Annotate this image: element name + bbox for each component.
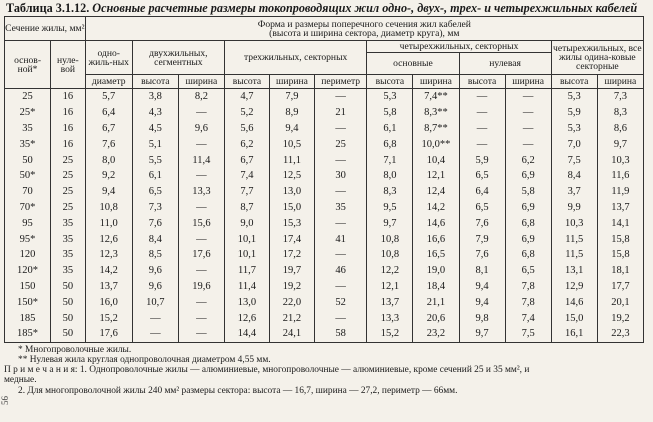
table-row <box>5 184 644 200</box>
table-cell: 15,3 <box>269 215 314 231</box>
table-cell: 6,8 <box>505 215 551 231</box>
header-two: двухжильных, сегментных <box>132 41 224 75</box>
table-cell: 11,5 <box>551 247 597 263</box>
col-height: высота <box>551 75 597 89</box>
table-cell: — <box>315 310 367 326</box>
table-cell: 13,1 <box>551 263 597 279</box>
table-row <box>5 200 644 216</box>
table-cell: 35 <box>315 200 367 216</box>
table-cell: 7,8 <box>505 279 551 295</box>
table-cell: 8,0 <box>85 152 132 168</box>
table-cell: 19,7 <box>269 263 314 279</box>
note-stranded: * Многопроволочные жилы. <box>18 344 132 355</box>
table-cell: 18,4 <box>413 279 459 295</box>
table-cell: 9,2 <box>85 168 132 184</box>
table-cell: 35 <box>5 121 51 137</box>
table-cell: 19,2 <box>269 279 314 295</box>
table-cell: 13,7 <box>367 294 413 310</box>
note-remarks-2: 2. Для многопроволочной жилы 240 мм² размеры сектора: высота — 16,7, ширина — 27,2, периметр — 66мм. <box>18 385 458 396</box>
table-cell: 9,8 <box>459 310 505 326</box>
table-cell: 14,4 <box>224 326 269 342</box>
table-cell: 4,7 <box>224 89 269 105</box>
table-cell: 9,4 <box>269 121 314 137</box>
table-title <box>6 2 644 14</box>
table-cell: 11,9 <box>597 184 643 200</box>
table-cell: 10,7 <box>132 294 178 310</box>
table-cell: 15,0 <box>551 310 597 326</box>
table-cell: 9,7 <box>597 136 643 152</box>
table-cell: 16,1 <box>551 326 597 342</box>
table-cell: 7,9 <box>269 89 314 105</box>
table-cell: — <box>178 294 224 310</box>
table-cell: 12,1 <box>413 168 459 184</box>
table-cell: 15,2 <box>85 310 132 326</box>
table-cell: 4,3 <box>132 105 178 121</box>
table-row <box>5 215 644 231</box>
table-row <box>5 168 644 184</box>
table-cell: 25 <box>51 200 86 216</box>
table-cell: — <box>178 168 224 184</box>
cable-dimensions-table <box>4 16 644 343</box>
table-cell: 19,2 <box>597 310 643 326</box>
table-cell: — <box>178 263 224 279</box>
table-row <box>5 231 644 247</box>
table-cell: — <box>315 247 367 263</box>
table-row <box>5 121 644 137</box>
table-cell: 8,5 <box>132 247 178 263</box>
table-cell: 3,7 <box>551 184 597 200</box>
table-cell: — <box>459 89 505 105</box>
table-cell: 16 <box>51 105 86 121</box>
table-cell: 12,9 <box>551 279 597 295</box>
table-cell: 11,4 <box>224 279 269 295</box>
table-cell: 18,1 <box>597 263 643 279</box>
table-cell: 9,9 <box>551 200 597 216</box>
table-row <box>5 89 644 105</box>
table-cell: 15,2 <box>367 326 413 342</box>
table-cell: 21 <box>315 105 367 121</box>
table-cell: 12,3 <box>85 247 132 263</box>
table-cell: 15,8 <box>597 247 643 263</box>
table-cell: 6,1 <box>132 168 178 184</box>
table-cell: 6,7 <box>85 121 132 137</box>
table-cell: 6,5 <box>132 184 178 200</box>
table-cell: 5,2 <box>224 105 269 121</box>
table-cell: 23,2 <box>413 326 459 342</box>
table-cell: 10,4 <box>413 152 459 168</box>
table-cell: 8,7 <box>224 200 269 216</box>
table-cell: 14,1 <box>597 215 643 231</box>
table-cell: 25 <box>51 152 86 168</box>
header-four: четырехжильных, секторных <box>367 41 551 53</box>
table-cell: 150* <box>5 294 51 310</box>
table-cell: 35 <box>51 247 86 263</box>
table-cell: 12,6 <box>85 231 132 247</box>
header-four-main: основные <box>367 53 459 75</box>
header-form-title: Форма и размеры поперечного сечения жил кабелей <box>257 18 471 30</box>
table-row <box>5 247 644 263</box>
table-cell: — <box>315 89 367 105</box>
table-cell: 7,5 <box>505 326 551 342</box>
table-cell: 12,6 <box>224 310 269 326</box>
table-cell: 16,5 <box>413 247 459 263</box>
table-cell: 5,9 <box>459 152 505 168</box>
table-cell: 8,9 <box>269 105 314 121</box>
table-cell: 16 <box>51 89 86 105</box>
table-cell: 6,5 <box>505 263 551 279</box>
note-remarks-1-cont: медные. <box>4 375 37 386</box>
col-perimeter: периметр <box>315 75 367 89</box>
table-cell: 50 <box>51 279 86 295</box>
table-cell: 8,0 <box>367 168 413 184</box>
table-row <box>5 152 644 168</box>
table-cell: 6,8 <box>505 247 551 263</box>
col-width: ширина <box>178 75 224 89</box>
table-cell: — <box>459 121 505 137</box>
header-form <box>85 17 643 41</box>
table-cell: 6,8 <box>367 136 413 152</box>
table-cell: 50 <box>51 294 86 310</box>
header-single: одно-жиль-ных <box>85 41 132 75</box>
table-cell: 13,0 <box>269 184 314 200</box>
table-cell: 52 <box>315 294 367 310</box>
table-cell: 14,2 <box>85 263 132 279</box>
table-cell: 30 <box>315 168 367 184</box>
table-caption: Основные расчетные размеры токопроводящих жил одно-, двух-, трех- и четырехжильных кабелей <box>92 1 638 15</box>
table-cell: 9,0 <box>224 215 269 231</box>
table-cell: 10,5 <box>269 136 314 152</box>
table-cell: — <box>315 121 367 137</box>
table-cell: 35 <box>51 231 86 247</box>
table-cell: 17,7 <box>597 279 643 295</box>
table-cell: 10,8 <box>367 247 413 263</box>
table-cell: 11,5 <box>551 231 597 247</box>
table-cell: 14,6 <box>551 294 597 310</box>
table-cell: — <box>459 136 505 152</box>
table-cell: 15,8 <box>597 231 643 247</box>
table-cell: 8,6 <box>597 121 643 137</box>
table-cell: — <box>505 136 551 152</box>
table-cell: 12,5 <box>269 168 314 184</box>
table-cell: 11,4 <box>178 152 224 168</box>
table-cell: — <box>132 310 178 326</box>
table-cell: 8,1 <box>459 263 505 279</box>
table-cell: 19,0 <box>413 263 459 279</box>
table-cell: 12,4 <box>413 184 459 200</box>
table-cell: 7,3 <box>132 200 178 216</box>
table-cell: — <box>505 89 551 105</box>
header-four-all: четырехжильных, все жилы одина-ковые секторные <box>551 41 643 75</box>
table-cell: — <box>132 326 178 342</box>
table-cell: 13,7 <box>85 279 132 295</box>
table-cell: 50 <box>51 326 86 342</box>
table-cell: 3,8 <box>132 89 178 105</box>
table-cell: 20,1 <box>597 294 643 310</box>
table-row <box>5 310 644 326</box>
header-main: основ-ной* <box>5 41 51 89</box>
table-cell: 25 <box>315 136 367 152</box>
table-number: Таблица 3.1.12. <box>6 1 90 15</box>
header-form-subtitle: (высота и ширина сектора, диаметр круга), мм <box>269 27 460 39</box>
table-cell: — <box>315 279 367 295</box>
table-cell: 7,6 <box>132 215 178 231</box>
col-height: высота <box>367 75 413 89</box>
table-cell: 9,6 <box>178 121 224 137</box>
table-cell: 10,3 <box>597 152 643 168</box>
table-cell: 8,4 <box>132 231 178 247</box>
table-cell: 17,6 <box>178 247 224 263</box>
table-cell: 5,1 <box>132 136 178 152</box>
note-neutral-core: ** Нулевая жила круглая однопроволочная диаметром 4,55 мм. <box>18 354 271 365</box>
table-cell: 16 <box>51 121 86 137</box>
table-cell: 11,1 <box>269 152 314 168</box>
table-cell: 8,4 <box>551 168 597 184</box>
table-cell: 5,9 <box>551 105 597 121</box>
table-cell: 8,2 <box>178 89 224 105</box>
table-cell: 35* <box>5 136 51 152</box>
table-cell: 5,3 <box>551 89 597 105</box>
table-cell: 7,8 <box>505 294 551 310</box>
table-cell: 7,7 <box>224 184 269 200</box>
table-cell: — <box>178 105 224 121</box>
table-cell: 14,2 <box>413 200 459 216</box>
table-cell: — <box>178 310 224 326</box>
table-cell: 35 <box>51 263 86 279</box>
table-cell: 6,7 <box>224 152 269 168</box>
table-cell: 95 <box>5 215 51 231</box>
table-cell: — <box>459 105 505 121</box>
table-cell: — <box>505 121 551 137</box>
table-row <box>5 263 644 279</box>
table-cell: 70 <box>5 184 51 200</box>
table-cell: 5,7 <box>85 89 132 105</box>
table-cell: 5,3 <box>367 89 413 105</box>
table-cell: 11,7 <box>224 263 269 279</box>
table-cell: 14,6 <box>413 215 459 231</box>
table-cell: 11,6 <box>597 168 643 184</box>
table-cell: 70* <box>5 200 51 216</box>
table-row <box>5 326 644 342</box>
table-cell: 25* <box>5 105 51 121</box>
table-cell: 6,2 <box>505 152 551 168</box>
table-cell: — <box>315 215 367 231</box>
table-cell: 50* <box>5 168 51 184</box>
table-cell: 10,1 <box>224 231 269 247</box>
table-cell: 8,3 <box>367 184 413 200</box>
table-cell: 13,3 <box>367 310 413 326</box>
note-remarks-1: П р и м е ч а н и я: 1. Однопроволочные жилы — алюминиевые, многопроволочные — алюминиевые, кроме сечений 25 и 35 мм², и <box>4 365 530 376</box>
table-cell: 7,6 <box>459 215 505 231</box>
header-section: Сечение жилы, мм² <box>5 17 86 41</box>
table-cell: 22,3 <box>597 326 643 342</box>
table-cell: 6,9 <box>505 168 551 184</box>
table-cell: 25 <box>51 168 86 184</box>
table-cell: 7,6 <box>85 136 132 152</box>
table-cell: 5,8 <box>367 105 413 121</box>
table-cell: 12,2 <box>367 263 413 279</box>
header-three: трехжильных, секторных <box>224 41 366 75</box>
table-cell: 12,1 <box>367 279 413 295</box>
table-cell: 9,7 <box>459 326 505 342</box>
table-cell: 6,4 <box>85 105 132 121</box>
table-cell: 50 <box>5 152 51 168</box>
table-cell: 120* <box>5 263 51 279</box>
col-height: высота <box>132 75 178 89</box>
table-cell: 120 <box>5 247 51 263</box>
table-cell: 58 <box>315 326 367 342</box>
table-cell: — <box>178 231 224 247</box>
table-cell: 4,5 <box>132 121 178 137</box>
table-cell: 19,6 <box>178 279 224 295</box>
table-cell: 185 <box>5 310 51 326</box>
table-cell: 17,4 <box>269 231 314 247</box>
table-cell: 22,0 <box>269 294 314 310</box>
table-cell: 13,3 <box>178 184 224 200</box>
table-cell: 6,5 <box>459 200 505 216</box>
col-width: ширина <box>269 75 314 89</box>
table-cell: 5,8 <box>505 184 551 200</box>
table-cell: 6,9 <box>505 231 551 247</box>
table-header <box>5 17 644 89</box>
table-cell: 15,0 <box>269 200 314 216</box>
table-cell: 7,4** <box>413 89 459 105</box>
col-width: ширина <box>413 75 459 89</box>
table-cell: 10,8 <box>367 231 413 247</box>
table-cell: 9,6 <box>132 263 178 279</box>
table-cell: — <box>178 326 224 342</box>
table-cell: 6,5 <box>459 168 505 184</box>
table-cell: 50 <box>51 310 86 326</box>
table-cell: 6,2 <box>224 136 269 152</box>
table-cell: 7,4 <box>224 168 269 184</box>
table-cell: — <box>505 105 551 121</box>
table-notes <box>4 345 644 396</box>
table-cell: 5,6 <box>224 121 269 137</box>
table-cell: 10,3 <box>551 215 597 231</box>
table-cell: 16 <box>51 136 86 152</box>
table-cell: 7,0 <box>551 136 597 152</box>
table-cell: 20,6 <box>413 310 459 326</box>
table-cell: 16,6 <box>413 231 459 247</box>
table-cell: 11,0 <box>85 215 132 231</box>
header-four-neutral: нулевая <box>459 53 551 75</box>
table-cell: 7,6 <box>459 247 505 263</box>
document-page <box>4 0 644 396</box>
col-height: высота <box>224 75 269 89</box>
table-cell: 6,1 <box>367 121 413 137</box>
table-cell: — <box>178 136 224 152</box>
table-cell: 8,7** <box>413 121 459 137</box>
table-cell: 7,5 <box>551 152 597 168</box>
table-body <box>5 89 644 343</box>
table-cell: 9,4 <box>459 279 505 295</box>
table-cell: 6,9 <box>505 200 551 216</box>
table-cell: — <box>315 184 367 200</box>
table-cell: 7,1 <box>367 152 413 168</box>
header-neutral: нуле-вой <box>51 41 86 89</box>
table-row <box>5 279 644 295</box>
table-cell: 5,3 <box>551 121 597 137</box>
table-cell: 8,3 <box>597 105 643 121</box>
table-row <box>5 105 644 121</box>
table-cell: 21,2 <box>269 310 314 326</box>
table-cell: 185* <box>5 326 51 342</box>
table-cell: 7,3 <box>597 89 643 105</box>
col-width: ширина <box>597 75 643 89</box>
table-cell: 9,4 <box>459 294 505 310</box>
table-cell: 9,6 <box>132 279 178 295</box>
table-cell: 10,0** <box>413 136 459 152</box>
table-cell: 6,4 <box>459 184 505 200</box>
table-cell: 9,7 <box>367 215 413 231</box>
table-cell: 17,6 <box>85 326 132 342</box>
page-margin-number: 56 <box>0 396 10 405</box>
table-row <box>5 294 644 310</box>
table-cell: 7,9 <box>459 231 505 247</box>
table-cell: 24,1 <box>269 326 314 342</box>
table-cell: 8,3** <box>413 105 459 121</box>
table-cell: 5,5 <box>132 152 178 168</box>
table-cell: 46 <box>315 263 367 279</box>
table-cell: — <box>315 152 367 168</box>
table-cell: 17,2 <box>269 247 314 263</box>
table-cell: 95* <box>5 231 51 247</box>
col-width: ширина <box>505 75 551 89</box>
table-cell: 41 <box>315 231 367 247</box>
table-row <box>5 136 644 152</box>
table-cell: 25 <box>5 89 51 105</box>
table-cell: 10,1 <box>224 247 269 263</box>
table-cell: 9,5 <box>367 200 413 216</box>
table-cell: 13,0 <box>224 294 269 310</box>
table-cell: 21,1 <box>413 294 459 310</box>
col-height: высота <box>459 75 505 89</box>
table-cell: 13,7 <box>597 200 643 216</box>
table-cell: 15,6 <box>178 215 224 231</box>
col-diameter: диаметр <box>85 75 132 89</box>
table-cell: 9,4 <box>85 184 132 200</box>
table-cell: 150 <box>5 279 51 295</box>
table-cell: 35 <box>51 215 86 231</box>
table-cell: 7,4 <box>505 310 551 326</box>
table-cell: 10,8 <box>85 200 132 216</box>
table-cell: 25 <box>51 184 86 200</box>
table-cell: 16,0 <box>85 294 132 310</box>
table-cell: — <box>178 200 224 216</box>
